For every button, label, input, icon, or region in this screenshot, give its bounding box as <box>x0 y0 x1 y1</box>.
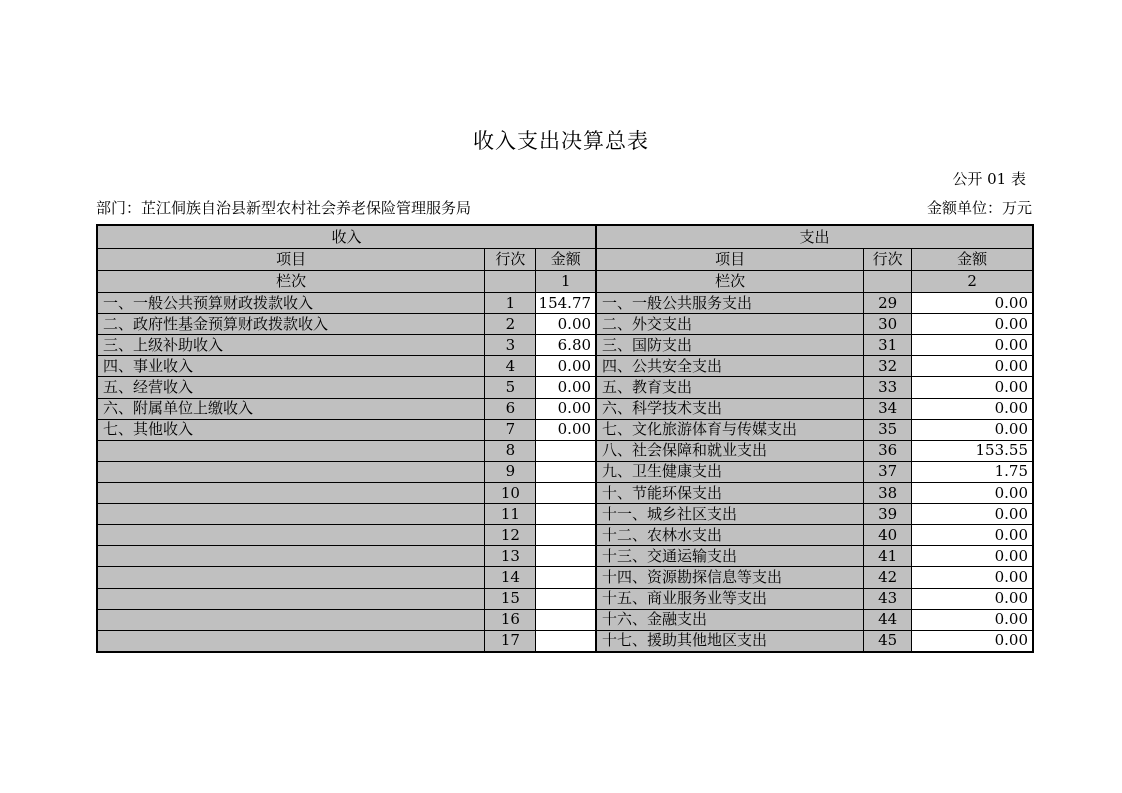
expense-amount-cell: 0.00 <box>912 377 1033 398</box>
expense-amount-cell: 0.00 <box>912 567 1033 588</box>
income-item-cell <box>97 609 485 630</box>
income-line-cell: 2 <box>485 314 536 335</box>
income-amount-cell: 0.00 <box>536 356 596 377</box>
income-amount-cell <box>536 504 596 525</box>
expense-amount-cell: 0.00 <box>912 609 1033 630</box>
income-line-cell: 13 <box>485 546 536 567</box>
expense-item-cell: 十三、交通运输支出 <box>596 546 864 567</box>
income-item-cell: 六、附属单位上缴收入 <box>97 398 485 419</box>
expense-index-line-cell <box>864 271 912 293</box>
income-line-cell: 11 <box>485 504 536 525</box>
expense-line-cell: 41 <box>864 546 912 567</box>
expense-item-cell: 八、社会保障和就业支出 <box>596 440 864 461</box>
table-row <box>97 546 1033 567</box>
expense-line-cell: 40 <box>864 525 912 546</box>
table-row <box>97 377 1033 398</box>
expense-item-cell: 十一、城乡社区支出 <box>596 504 864 525</box>
table-row <box>97 609 1033 630</box>
column-header-row <box>97 249 1033 271</box>
table-row <box>97 567 1033 588</box>
income-amount-cell: 6.80 <box>536 335 596 356</box>
expense-item-cell: 二、外交支出 <box>596 314 864 335</box>
income-amount-cell <box>536 588 596 609</box>
expense-line-cell: 29 <box>864 293 912 314</box>
income-amount-cell <box>536 609 596 630</box>
income-item-cell <box>97 588 485 609</box>
expense-amount-cell: 0.00 <box>912 630 1033 652</box>
income-item-cell: 四、事业收入 <box>97 356 485 377</box>
table-row <box>97 335 1033 356</box>
expense-amount-cell: 1.75 <box>912 461 1033 482</box>
budget-summary-table <box>96 224 1034 653</box>
expense-item-cell: 三、国防支出 <box>596 335 864 356</box>
section-header-row <box>97 225 1033 249</box>
table-row <box>97 356 1033 377</box>
expense-line-cell: 43 <box>864 588 912 609</box>
table-row <box>97 398 1033 419</box>
income-line-cell: 3 <box>485 335 536 356</box>
expense-amount-cell: 0.00 <box>912 356 1033 377</box>
income-item-cell: 二、政府性基金预算财政拨款收入 <box>97 314 485 335</box>
income-item-cell: 三、上级补助收入 <box>97 335 485 356</box>
page-title: 收入支出决算总表 <box>473 129 649 153</box>
income-item-cell <box>97 546 485 567</box>
income-line-cell: 4 <box>485 356 536 377</box>
income-amount-cell: 0.00 <box>536 419 596 440</box>
income-item-cell <box>97 440 485 461</box>
expense-section-header: 支出 <box>596 225 1033 249</box>
expense-line-cell: 35 <box>864 419 912 440</box>
unit-label: 金额单位：万元 <box>926 199 1032 217</box>
income-amount-cell: 154.77 <box>536 293 596 314</box>
income-amount-cell: 0.00 <box>536 398 596 419</box>
expense-index-label: 栏次 <box>596 271 864 293</box>
income-line-cell: 12 <box>485 525 536 546</box>
income-item-cell <box>97 567 485 588</box>
income-item-cell <box>97 482 485 503</box>
income-line-cell: 8 <box>485 440 536 461</box>
expense-line-cell: 36 <box>864 440 912 461</box>
expense-amount-cell: 0.00 <box>912 588 1033 609</box>
expense-amount-header: 金额 <box>912 249 1033 271</box>
table-code-label: 公开 01 表 <box>952 170 1026 188</box>
expense-item-cell: 六、科学技术支出 <box>596 398 864 419</box>
income-index-line-cell <box>485 271 536 293</box>
income-item-cell: 七、其他收入 <box>97 419 485 440</box>
expense-line-cell: 34 <box>864 398 912 419</box>
income-item-cell <box>97 504 485 525</box>
income-line-cell: 1 <box>485 293 536 314</box>
expense-item-cell: 一、一般公共服务支出 <box>596 293 864 314</box>
expense-line-header: 行次 <box>864 249 912 271</box>
expense-item-cell: 九、卫生健康支出 <box>596 461 864 482</box>
income-amount-cell <box>536 440 596 461</box>
income-amount-cell <box>536 461 596 482</box>
meta-row <box>96 198 1032 218</box>
expense-line-cell: 31 <box>864 335 912 356</box>
income-line-cell: 16 <box>485 609 536 630</box>
expense-line-cell: 37 <box>864 461 912 482</box>
expense-amount-cell: 0.00 <box>912 335 1033 356</box>
table-row <box>97 419 1033 440</box>
expense-item-cell: 四、公共安全支出 <box>596 356 864 377</box>
income-amount-cell <box>536 630 596 652</box>
income-amount-cell <box>536 525 596 546</box>
table-body <box>97 293 1033 653</box>
expense-amount-cell: 0.00 <box>912 525 1033 546</box>
expense-line-cell: 44 <box>864 609 912 630</box>
expense-item-cell: 七、文化旅游体育与传媒支出 <box>596 419 864 440</box>
expense-line-cell: 45 <box>864 630 912 652</box>
table-row <box>97 314 1033 335</box>
income-amount-cell <box>536 482 596 503</box>
table-row <box>97 440 1033 461</box>
expense-item-cell: 十六、金融支出 <box>596 609 864 630</box>
income-line-cell: 17 <box>485 630 536 652</box>
expense-item-cell: 五、教育支出 <box>596 377 864 398</box>
income-amount-cell: 0.00 <box>536 377 596 398</box>
expense-line-cell: 30 <box>864 314 912 335</box>
department-label: 部门：芷江侗族自治县新型农村社会养老保险管理服务局 <box>96 199 472 217</box>
table-row <box>97 482 1033 503</box>
income-index-number: 1 <box>536 271 596 293</box>
expense-line-cell: 33 <box>864 377 912 398</box>
expense-amount-cell: 153.55 <box>912 440 1033 461</box>
table-row <box>97 525 1033 546</box>
income-item-cell <box>97 525 485 546</box>
expense-line-cell: 39 <box>864 504 912 525</box>
table-header <box>97 225 1033 293</box>
expense-item-cell: 十五、商业服务业等支出 <box>596 588 864 609</box>
expense-amount-cell: 0.00 <box>912 482 1033 503</box>
income-amount-cell <box>536 567 596 588</box>
income-amount-cell: 0.00 <box>536 314 596 335</box>
table-row <box>97 630 1033 652</box>
expense-amount-cell: 0.00 <box>912 398 1033 419</box>
table-row <box>97 461 1033 482</box>
income-section-header: 收入 <box>97 225 596 249</box>
income-line-cell: 15 <box>485 588 536 609</box>
income-line-cell: 5 <box>485 377 536 398</box>
expense-item-cell: 十二、农林水支出 <box>596 525 864 546</box>
expense-line-cell: 42 <box>864 567 912 588</box>
income-amount-header: 金额 <box>536 249 596 271</box>
income-item-header: 项目 <box>97 249 485 271</box>
income-amount-cell <box>536 546 596 567</box>
expense-item-header: 项目 <box>596 249 864 271</box>
income-index-label: 栏次 <box>97 271 485 293</box>
expense-item-cell: 十四、资源勘探信息等支出 <box>596 567 864 588</box>
income-line-cell: 14 <box>485 567 536 588</box>
expense-amount-cell: 0.00 <box>912 504 1033 525</box>
income-item-cell <box>97 630 485 652</box>
expense-amount-cell: 0.00 <box>912 314 1033 335</box>
expense-line-cell: 32 <box>864 356 912 377</box>
column-index-row <box>97 271 1033 293</box>
expense-index-number: 2 <box>912 271 1033 293</box>
income-line-cell: 10 <box>485 482 536 503</box>
expense-line-cell: 38 <box>864 482 912 503</box>
income-item-cell: 五、经营收入 <box>97 377 485 398</box>
table-row <box>97 504 1033 525</box>
table-row <box>97 293 1033 314</box>
income-line-cell: 7 <box>485 419 536 440</box>
income-line-header: 行次 <box>485 249 536 271</box>
expense-amount-cell: 0.00 <box>912 546 1033 567</box>
income-item-cell <box>97 461 485 482</box>
income-item-cell: 一、一般公共预算财政拨款收入 <box>97 293 485 314</box>
expense-item-cell: 十、节能环保支出 <box>596 482 864 503</box>
table-row <box>97 588 1033 609</box>
expense-amount-cell: 0.00 <box>912 293 1033 314</box>
income-line-cell: 9 <box>485 461 536 482</box>
expense-amount-cell: 0.00 <box>912 419 1033 440</box>
expense-item-cell: 十七、援助其他地区支出 <box>596 630 864 652</box>
income-line-cell: 6 <box>485 398 536 419</box>
